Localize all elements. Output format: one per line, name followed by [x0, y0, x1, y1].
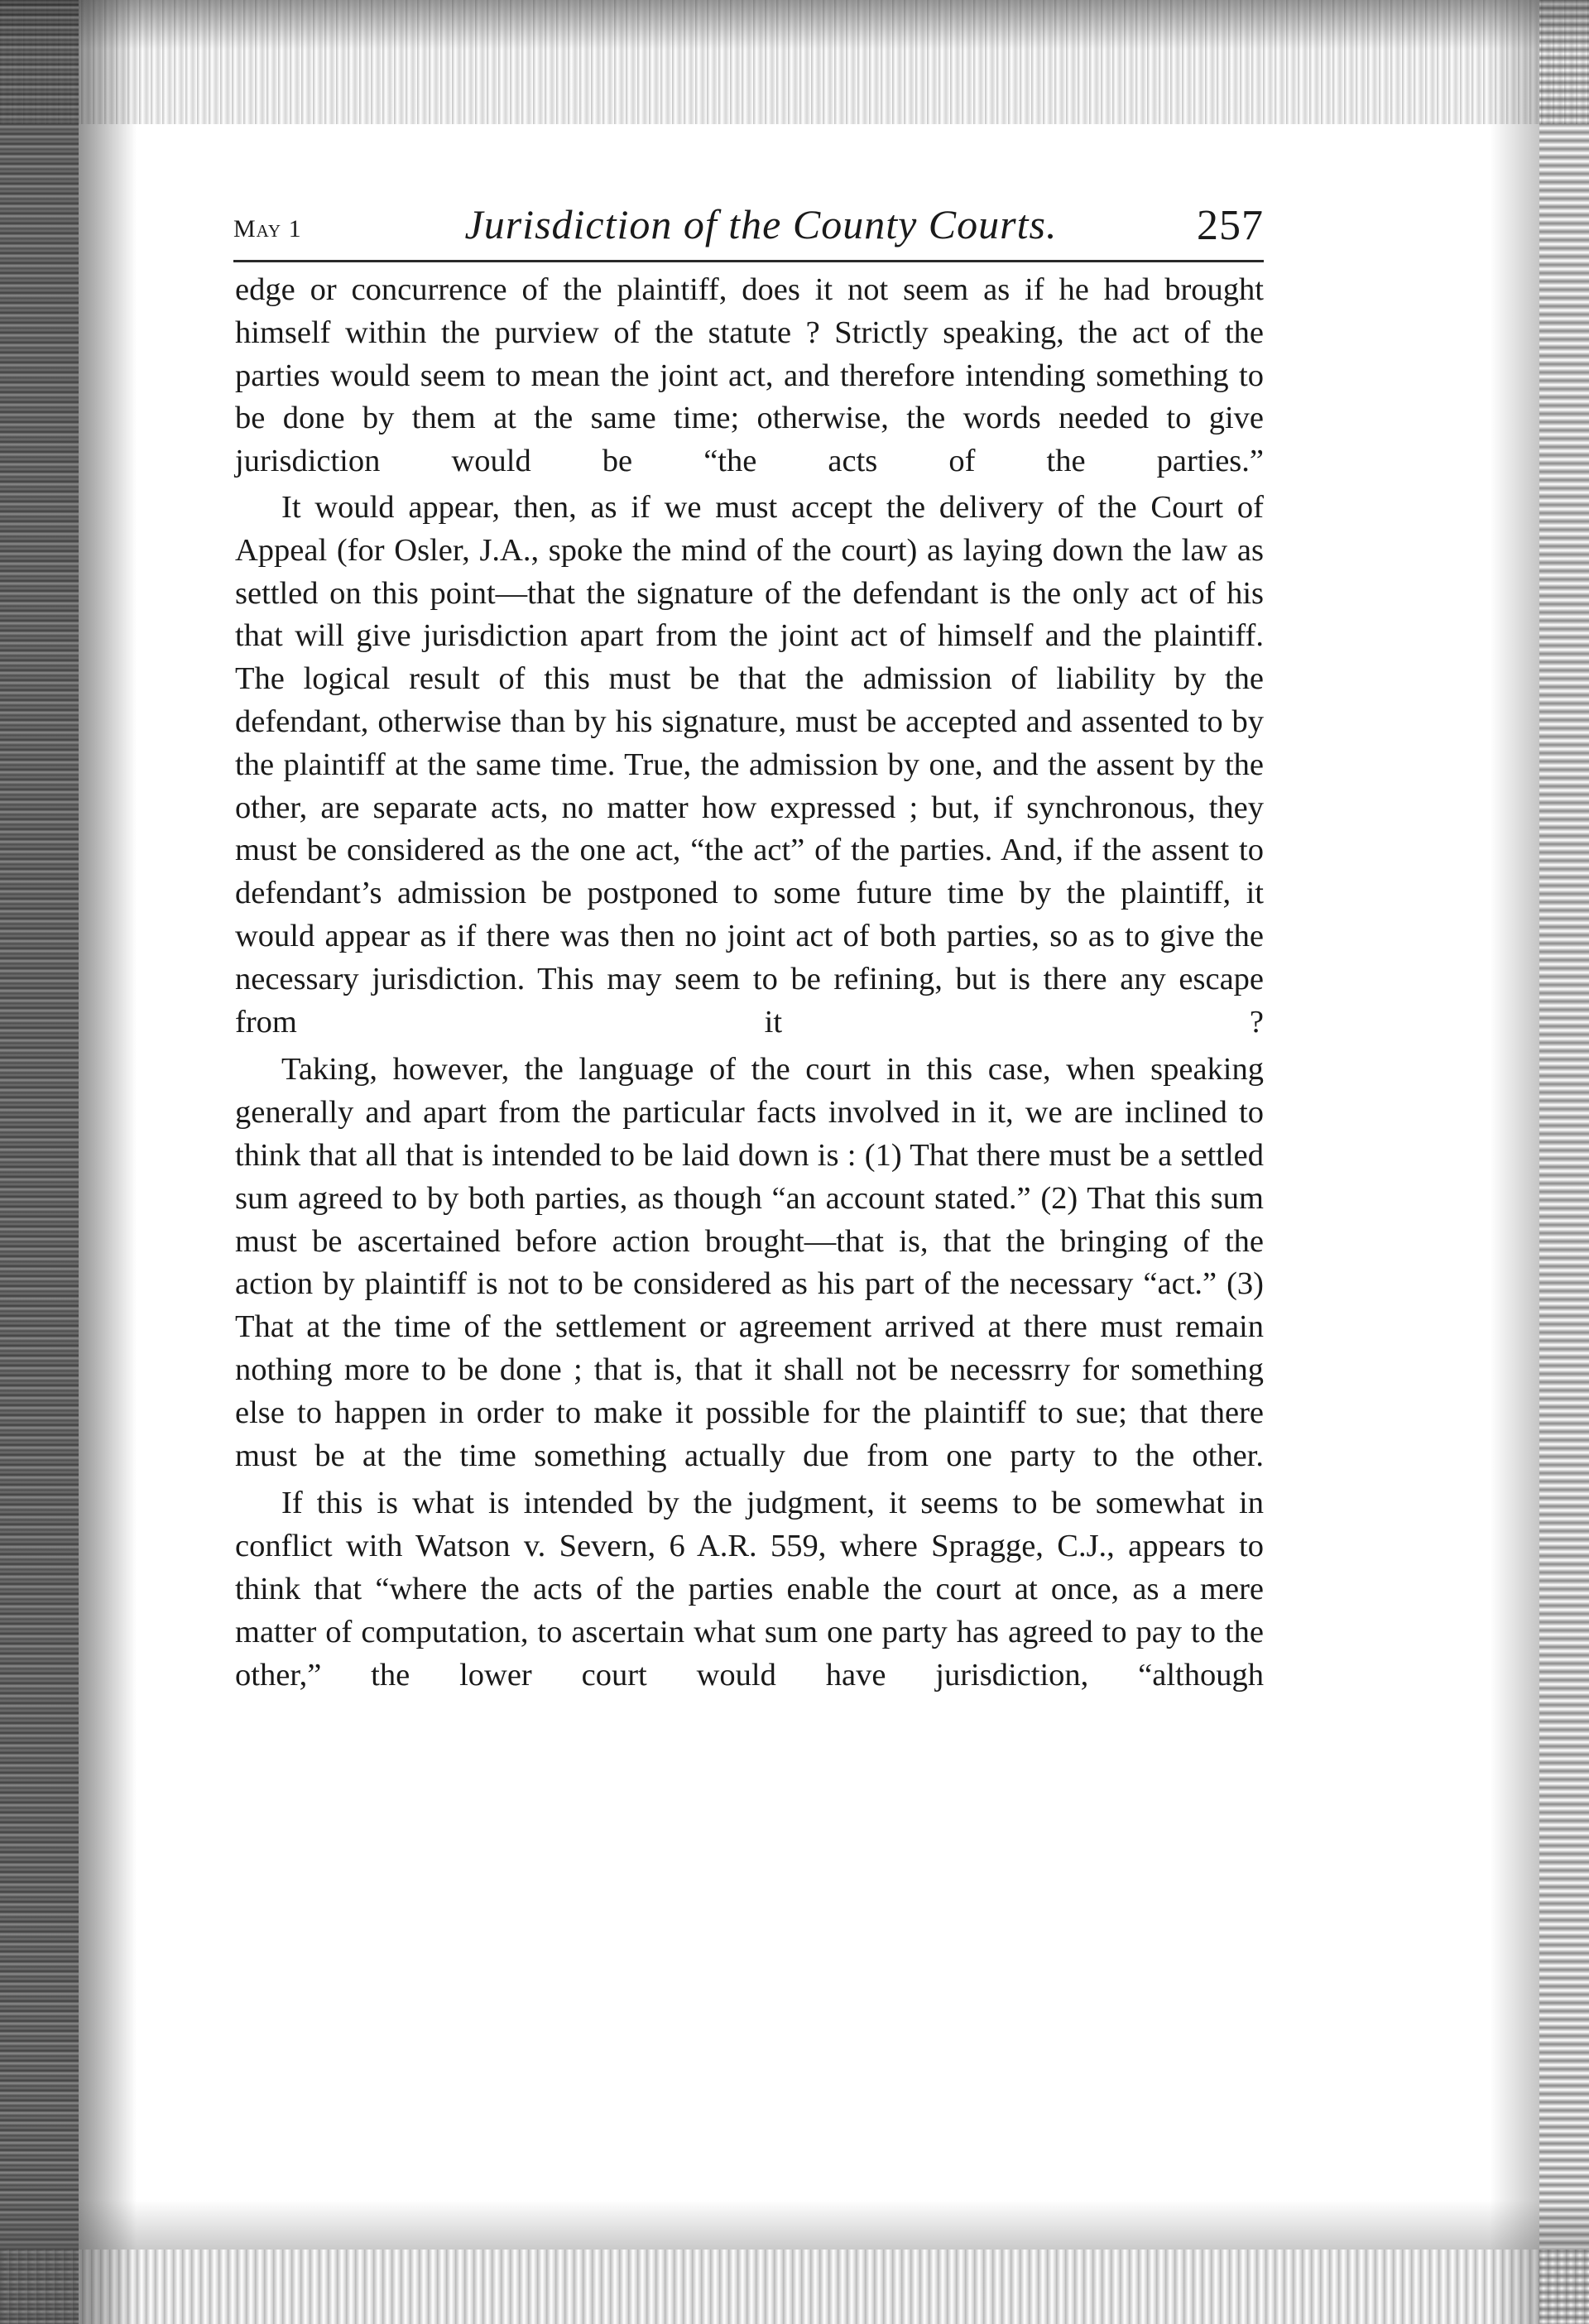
scan-edge-right — [1539, 0, 1589, 2324]
paragraph-2: It would appear, then, as if we must accept the delivery of the Court of Appeal (for Osler, J.A., spoke the mind of the court) as laying down the law as settled on this point—that the signature of the defendant is the only act of his that will give jurisdiction apart from the joint act of himself and the plaintiff. The logical result of this must be that the admission of liability by the defendant, otherwise than by his signature, must be accepted and assented to by the plaintiff at the same time. True, the admission by one, and the assent by the other, are separate acts, no matter how expressed ; but, if synchronous, they must be considered as the one act, “the act” of the parties. And, if the assent to defendant’s admission be postponed to some future time by the plaintiff, it would appear as if there was then no joint act of both parties, so as to give the necessary jurisdiction. This may seem to be refining, but is there any escape from it ? — [235, 489, 1264, 1040]
scan-edge-bottom-shadow — [0, 2200, 1589, 2250]
paragraph-3: Taking, however, the language of the court in this case, when speaking generally and apart from the particular facts involved in it, we are inclined to think that all that is intended to be laid down is : (1) That there must be a settled sum agreed to by both parties, as though “an account stated.” (2) That this sum must be ascertained before action brought—that is, that the bringing of the action by plaintiff is not to be considered as his part of the necessary “act.” (3) That at the time of the settlement or agreement arrived at there must remain nothing more to be done ; that is, that it shall not be necessrry for something else to happen in order to make it possible for the plaintiff to sue; that there must be at the time something actually due from one party to the other. — [235, 1052, 1264, 1473]
scan-edge-left-shadow — [79, 0, 137, 2324]
paragraph-1: edge or concurrence of the plaintiff, does it not seem as if he had brought himself within the purview of the statute ? Strictly speaking, the act of the parties would seem to mean the joint act, and therefore intending something to be done by them at the same time; otherwise, the words needed to give jurisdiction would be “the acts of the parties.” — [235, 272, 1264, 479]
header-rule — [233, 260, 1264, 262]
scan-edge-left — [0, 0, 79, 2324]
running-head — [233, 189, 1264, 255]
header-date: May 1 — [233, 215, 302, 242]
paragraph-4: If this is what is intended by the judgment, it seems to be somewhat in conflict with Watson v. Severn, 6 A.R. 559, where Spragge, C.J., appears to think that “where the acts of the parties enable the court at once, as a mere matter of computation, to ascertain what sum one party has agreed to pay to the other,” the lower court would have jurisdiction, “although — [235, 1486, 1264, 1693]
header-title: Jurisdiction of the County Courts. — [464, 201, 1058, 247]
body-text — [235, 269, 1264, 1700]
scan-edge-bottom — [0, 2250, 1589, 2324]
page-number: 257 — [1197, 202, 1264, 249]
scan-edge-top — [0, 0, 1589, 124]
scan-edge-right-shadow — [1490, 0, 1539, 2324]
